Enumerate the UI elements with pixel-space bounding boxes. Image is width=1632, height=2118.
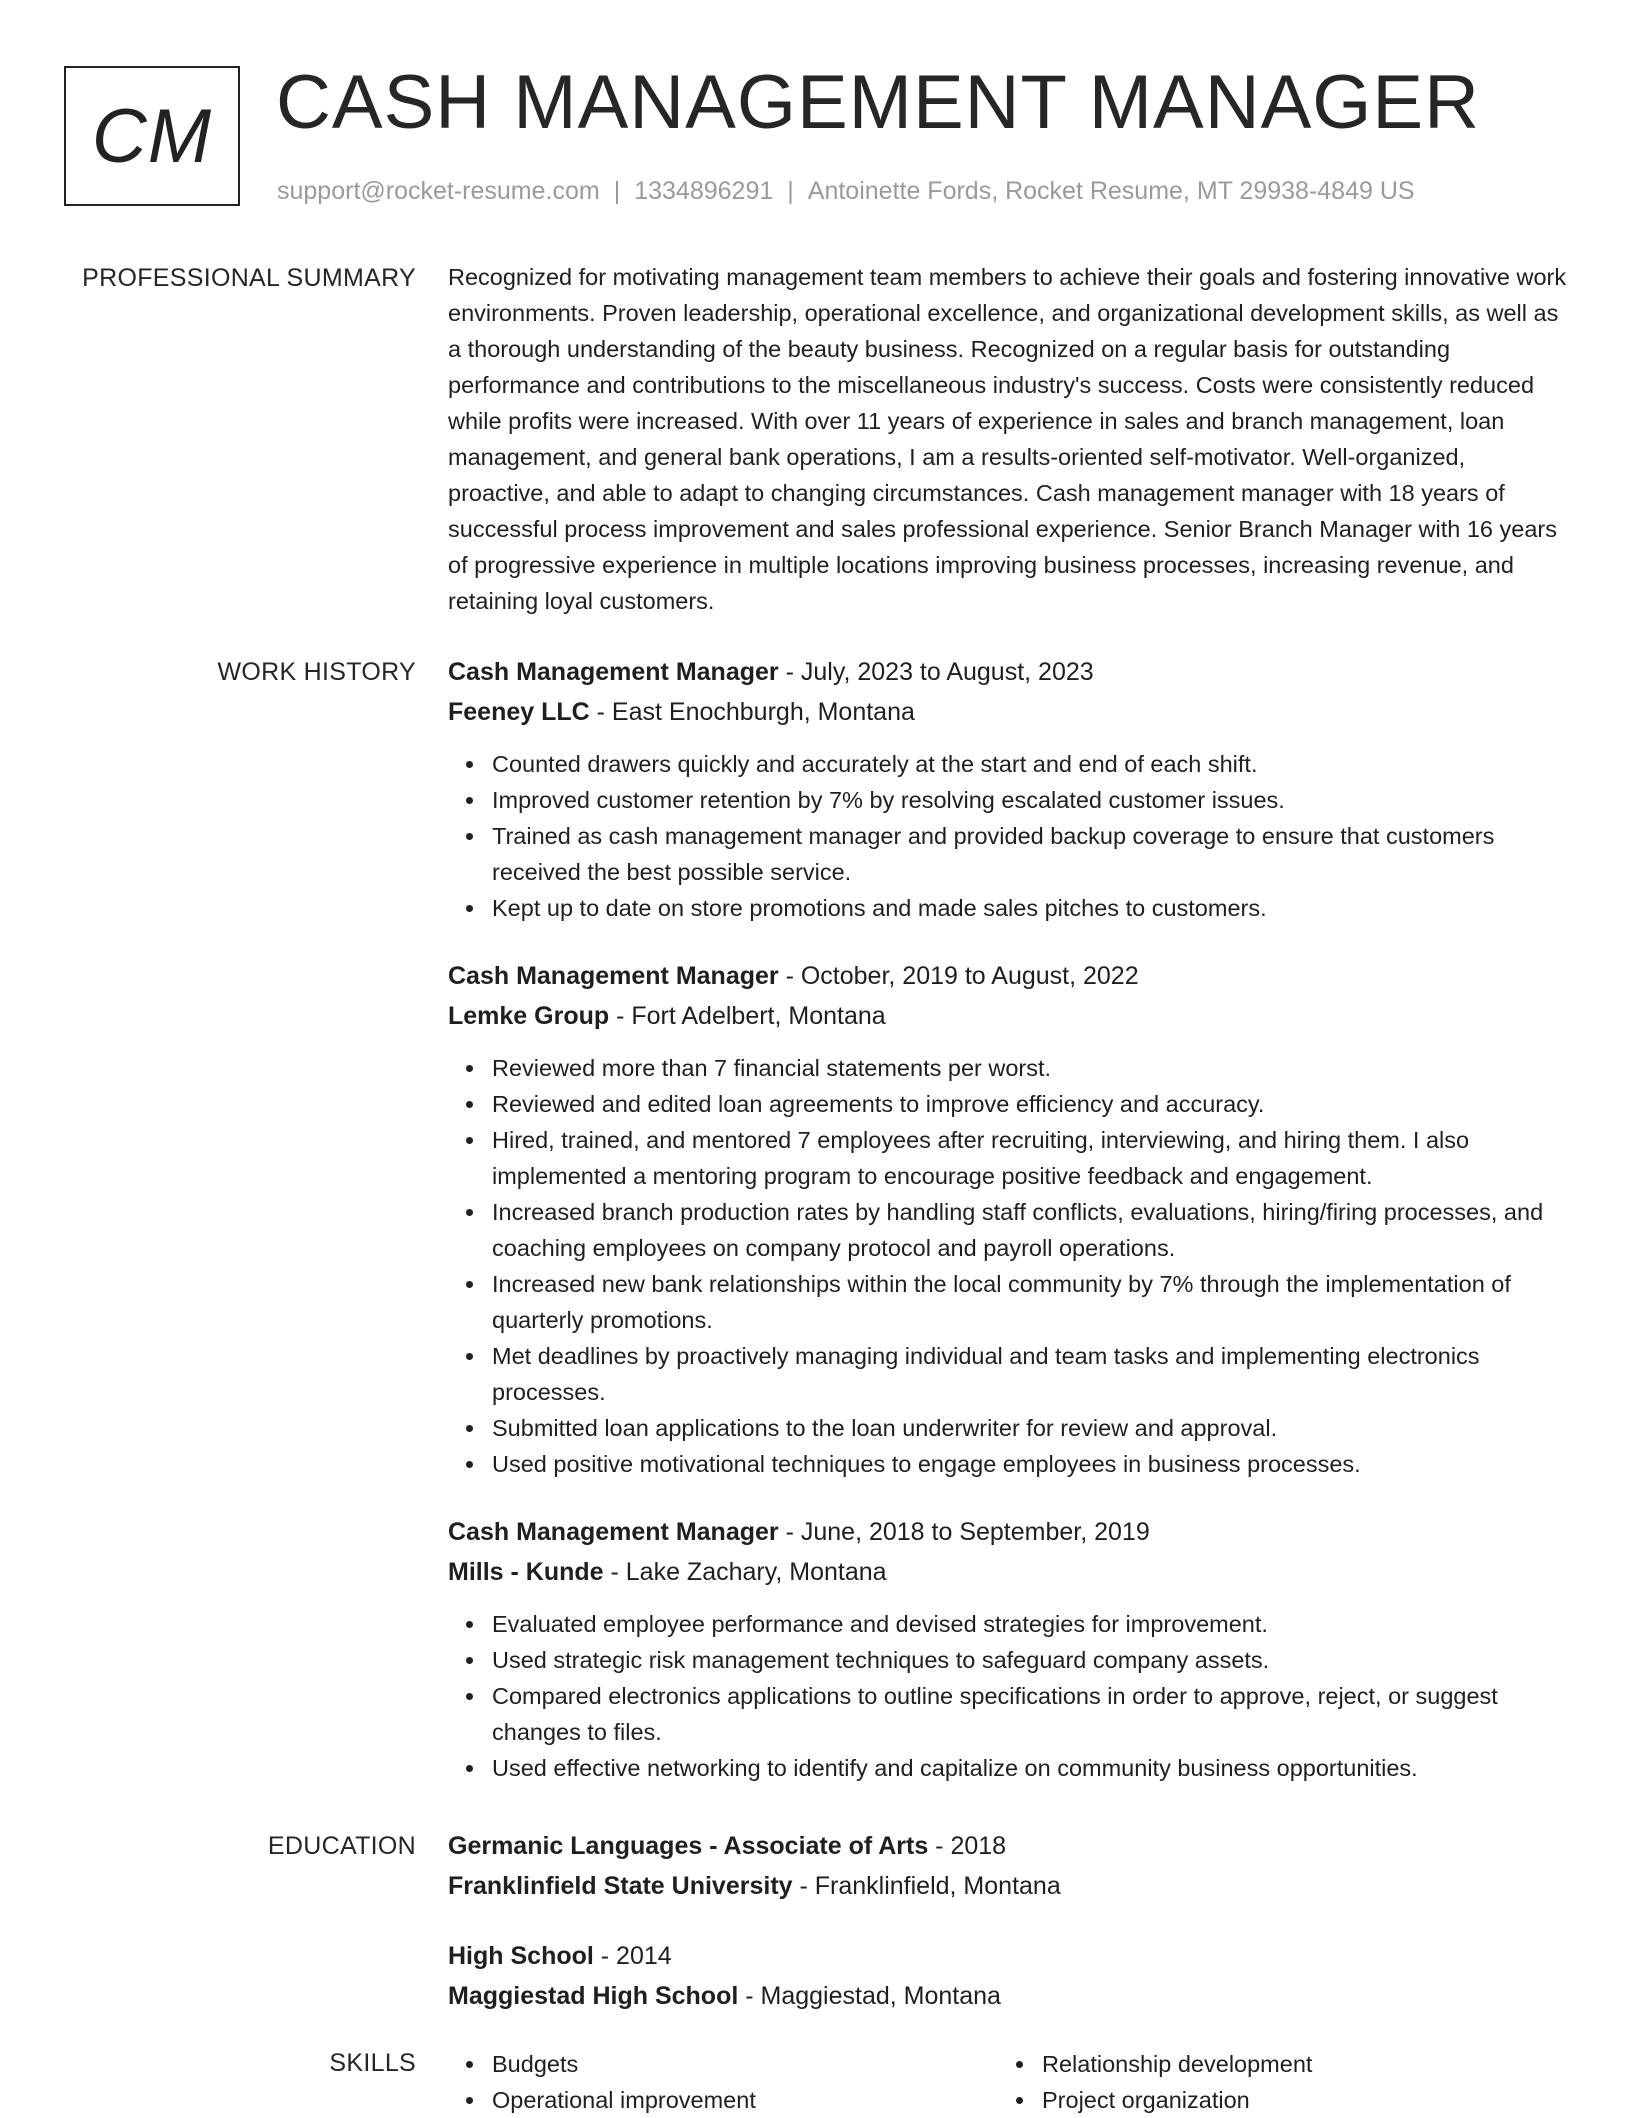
job-bullet: Evaluated employee performance and devised strategies for improvement. bbox=[492, 1606, 1570, 1642]
job-location: - Fort Adelbert, Montana bbox=[609, 1002, 886, 1030]
job-bullet: Reviewed more than 7 financial statements per worst. bbox=[492, 1050, 1570, 1086]
job-bullet: Used positive motivational techniques to engage employees in business processes. bbox=[492, 1446, 1570, 1482]
job-bullet: Used effective networking to identify and capitalize on community business opportunities. bbox=[492, 1750, 1570, 1786]
job-entry bbox=[448, 652, 1570, 926]
summary-content bbox=[448, 259, 1570, 619]
education-school: Maggiestad High School bbox=[448, 1982, 739, 2010]
monogram-logo: CM bbox=[64, 66, 240, 206]
job-title-line bbox=[448, 1512, 1570, 1552]
education-entry bbox=[448, 1826, 1570, 1906]
education-content bbox=[448, 1826, 1570, 2046]
job-bullet: Reviewed and edited loan agreements to improve efficiency and accuracy. bbox=[492, 1086, 1570, 1122]
contact-separator: | bbox=[787, 177, 794, 205]
job-bullet: Improved customer retention by 7% by resolving escalated customer issues. bbox=[492, 782, 1570, 818]
job-company-line bbox=[448, 1552, 1570, 1592]
education-year: - 2014 bbox=[593, 1942, 672, 1970]
job-bullet: Used strategic risk management techniques to safeguard company assets. bbox=[492, 1642, 1570, 1678]
job-dates: - July, 2023 to August, 2023 bbox=[778, 658, 1094, 686]
job-entry bbox=[448, 956, 1570, 1482]
contact-phone: 1334896291 bbox=[634, 177, 774, 205]
skills-column-right bbox=[998, 2046, 1548, 2118]
job-bullets bbox=[448, 1606, 1570, 1786]
job-entry bbox=[448, 1512, 1570, 1786]
education-school: Franklinfield State University bbox=[448, 1872, 793, 1900]
job-bullet: Trained as cash management manager and provided backup coverage to ensure that customers received the best possible service. bbox=[492, 818, 1570, 890]
contact-line bbox=[277, 174, 1415, 208]
education-degree: Germanic Languages - Associate of Arts bbox=[448, 1832, 929, 1860]
education-degree-line bbox=[448, 1826, 1570, 1866]
skill-item: Operational improvement bbox=[492, 2082, 998, 2118]
job-bullet: Counted drawers quickly and accurately at the start and end of each shift. bbox=[492, 746, 1570, 782]
job-dates: - October, 2019 to August, 2022 bbox=[778, 962, 1139, 990]
job-bullet: Compared electronics applications to outline specifications in order to approve, reject, or suggest changes to files. bbox=[492, 1678, 1570, 1750]
work-history-content bbox=[448, 652, 1570, 1816]
education-location: - Franklinfield, Montana bbox=[792, 1872, 1061, 1900]
education-year: - 2018 bbox=[928, 1832, 1007, 1860]
skill-item: Project organization bbox=[1042, 2082, 1548, 2118]
contact-separator: | bbox=[613, 177, 621, 205]
job-bullet: Hired, trained, and mentored 7 employees after recruiting, interviewing, and hiring them. I also implemented a mentoring program to encourage positive feedback and engagement. bbox=[492, 1122, 1570, 1194]
job-title: Cash Management Manager bbox=[448, 658, 779, 686]
section-label-skills: SKILLS bbox=[329, 2049, 416, 2077]
job-title-line bbox=[448, 956, 1570, 996]
job-bullets bbox=[448, 1050, 1570, 1482]
skills-content bbox=[448, 2046, 1570, 2118]
job-dates: - June, 2018 to September, 2019 bbox=[778, 1518, 1150, 1546]
education-school-line bbox=[448, 1976, 1570, 2016]
job-bullet: Met deadlines by proactively managing individual and team tasks and implementing electronics processes. bbox=[492, 1338, 1570, 1410]
job-title: Cash Management Manager bbox=[448, 962, 779, 990]
job-bullet: Submitted loan applications to the loan underwriter for review and approval. bbox=[492, 1410, 1570, 1446]
job-bullets bbox=[448, 746, 1570, 926]
skill-item: Relationship development bbox=[1042, 2046, 1548, 2082]
contact-email: support@rocket-resume.com bbox=[277, 177, 600, 205]
job-bullet: Increased branch production rates by handling staff conflicts, evaluations, hiring/firing processes, and coaching employees on company protocol and payroll operations. bbox=[492, 1194, 1570, 1266]
job-location: - East Enochburgh, Montana bbox=[589, 698, 915, 726]
section-label-work-history: WORK HISTORY bbox=[217, 658, 416, 686]
education-degree-line bbox=[448, 1936, 1570, 1976]
job-title: Cash Management Manager bbox=[448, 1518, 779, 1546]
section-label-education: EDUCATION bbox=[267, 1832, 416, 1860]
education-location: - Maggiestad, Montana bbox=[738, 1982, 1001, 2010]
job-company-line bbox=[448, 996, 1570, 1036]
job-company: Lemke Group bbox=[448, 1002, 610, 1030]
job-company: Mills - Kunde bbox=[448, 1558, 604, 1586]
job-title-line bbox=[448, 652, 1570, 692]
contact-address: Antoinette Fords, Rocket Resume, MT 29938-4849 US bbox=[807, 177, 1415, 205]
job-company: Feeney LLC bbox=[448, 698, 590, 726]
education-entry bbox=[448, 1936, 1570, 2016]
skill-item: Budgets bbox=[492, 2046, 998, 2082]
job-company-line bbox=[448, 692, 1570, 732]
skills-grid bbox=[448, 2046, 1570, 2118]
candidate-name: CASH MANAGEMENT MANAGER bbox=[276, 60, 1480, 145]
job-bullet: Kept up to date on store promotions and made sales pitches to customers. bbox=[492, 890, 1570, 926]
section-label-summary: PROFESSIONAL SUMMARY bbox=[82, 264, 416, 292]
education-degree: High School bbox=[448, 1942, 594, 1970]
job-bullet: Increased new bank relationships within the local community by 7% through the implementation of quarterly promotions. bbox=[492, 1266, 1570, 1338]
job-location: - Lake Zachary, Montana bbox=[603, 1558, 887, 1586]
summary-text: Recognized for motivating management team members to achieve their goals and fostering innovative work environments. Proven leadership, operational excellence, and organizational development skills, as well as a thorough understanding of the beauty business. Recognized on a regular basis for outstanding performance and contributions to the miscellaneous industry's success. Costs were consistently reduced while profits were increased. With over 11 years of experience in sales and branch management, loan management, and general bank operations, I am a results-oriented self-motivator. Well-organized, proactive, and able to adapt to changing circumstances. Cash management manager with 18 years of successful process improvement and sales professional experience. Senior Branch Manager with 16 years of progressive experience in multiple locations improving business processes, increasing revenue, and retaining loyal customers. bbox=[448, 264, 1567, 614]
education-school-line bbox=[448, 1866, 1570, 1906]
skills-column-left bbox=[448, 2046, 998, 2118]
